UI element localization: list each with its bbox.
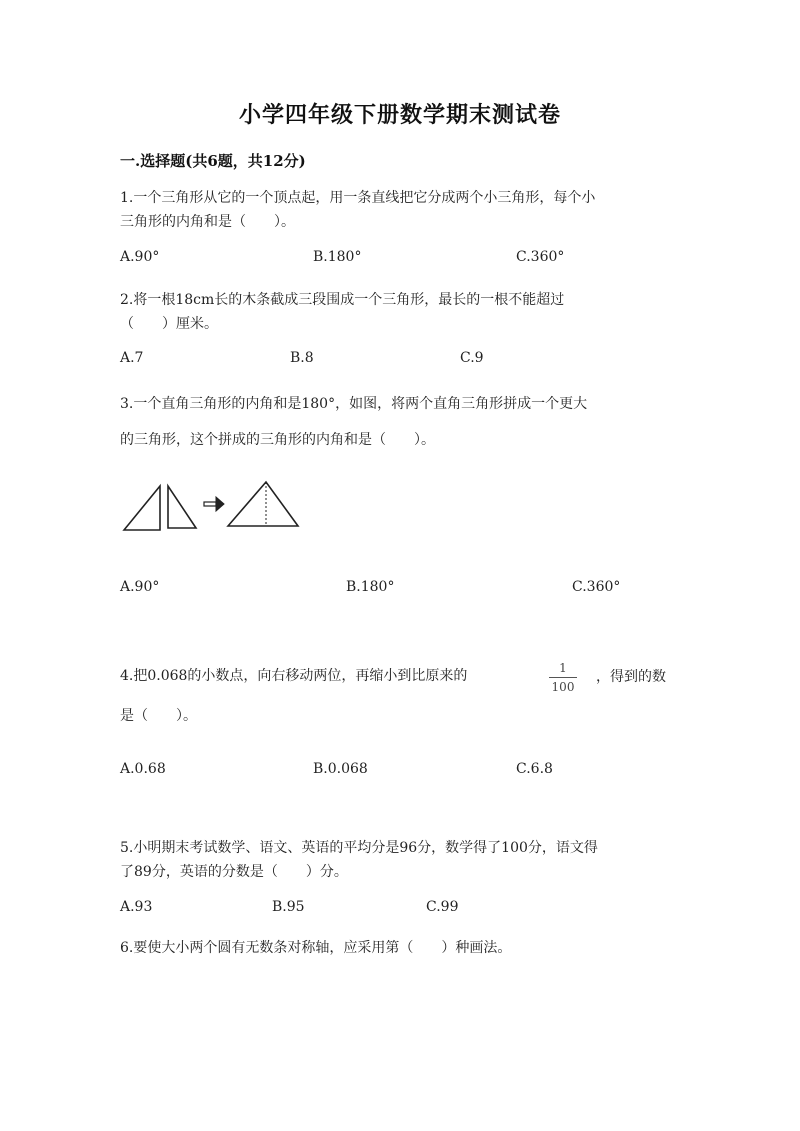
fraction-bar bbox=[549, 677, 577, 678]
question-3-option-a: A.90° bbox=[120, 579, 160, 595]
question-2-line1: 2.将一根18cm长的木条截成三段围成一个三角形，最长的一根不能超过 bbox=[120, 292, 565, 308]
question-2-option-a: A.7 bbox=[120, 350, 144, 366]
combined-triangle bbox=[228, 482, 298, 526]
right-arrow-icon bbox=[204, 497, 224, 511]
question-5-line2: 了89分，英语的分数是（ ）分。 bbox=[120, 864, 348, 880]
question-5-option-c: C.99 bbox=[426, 899, 459, 915]
triangles-figure bbox=[120, 478, 310, 538]
question-2-line2: （ ）厘米。 bbox=[120, 316, 218, 332]
question-3-option-b: B.180° bbox=[346, 579, 395, 595]
question-5-line1: 5.小明期末考试数学、语文、英语的平均分是96分，数学得了100分，语文得 bbox=[120, 840, 598, 856]
question-3-line2: 的三角形，这个拼成的三角形的内角和是（ ）。 bbox=[120, 432, 435, 448]
fraction-denominator: 100 bbox=[551, 680, 575, 694]
right-triangle-left bbox=[124, 486, 160, 530]
question-3 bbox=[120, 386, 685, 458]
fraction-one-hundredth bbox=[549, 661, 577, 695]
page-title: 小学四年级下册数学期末测试卷 bbox=[238, 102, 561, 128]
question-6-line1: 6.要使大小两个圆有无数条对称轴，应采用第（ ）种画法。 bbox=[120, 940, 512, 956]
right-triangle-right bbox=[168, 486, 196, 528]
question-6 bbox=[120, 936, 685, 960]
question-2-option-b: B.8 bbox=[290, 350, 314, 366]
question-4-option-b: B.0.068 bbox=[313, 761, 368, 777]
question-3-option-c: C.360° bbox=[572, 579, 621, 595]
question-5-option-a: A.93 bbox=[120, 899, 153, 915]
question-1 bbox=[120, 186, 685, 234]
question-2 bbox=[120, 288, 685, 336]
question-2-option-c: C.9 bbox=[460, 350, 484, 366]
question-5-option-b: B.95 bbox=[272, 899, 305, 915]
question-4-option-a: A.0.68 bbox=[120, 761, 166, 777]
question-4-line2: 是（ ）。 bbox=[120, 708, 197, 724]
question-3-line1: 3.一个直角三角形的内角和是180°，如图，将两个直角三角形拼成一个更大 bbox=[120, 396, 588, 412]
section-heading: 一.选择题(共6题，共12分) bbox=[120, 152, 306, 170]
question-5 bbox=[120, 836, 685, 884]
question-4-line1-start: 4.把0.068的小数点，向右移动两位，再缩小到比原来的 bbox=[120, 668, 468, 684]
question-1-option-b: B.180° bbox=[313, 249, 362, 265]
question-1-option-a: A.90° bbox=[120, 249, 160, 265]
question-4-line1-end: ，得到的数 bbox=[596, 669, 666, 685]
question-1-option-c: C.360° bbox=[516, 249, 565, 265]
fraction-numerator: 1 bbox=[559, 661, 567, 675]
question-1-line2: 三角形的内角和是（ ）。 bbox=[120, 214, 295, 230]
question-1-line1: 1.一个三角形从它的一个顶点起，用一条直线把它分成两个小三角形，每个小 bbox=[120, 190, 596, 206]
question-4-option-c: C.6.8 bbox=[516, 761, 553, 777]
